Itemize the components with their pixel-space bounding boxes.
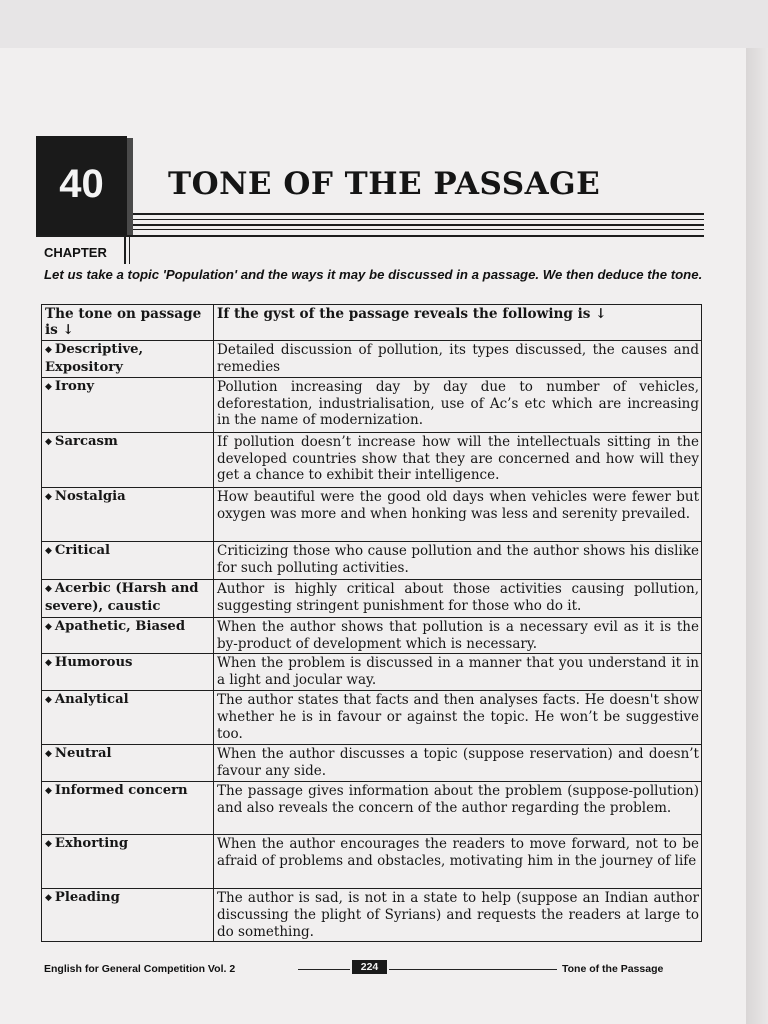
table-row	[42, 580, 702, 618]
tone-label: Exhorting	[54, 836, 129, 852]
title-rule-2	[133, 219, 704, 220]
tone-cell	[42, 580, 214, 618]
diamond-bullet-icon: ◆	[45, 749, 52, 760]
table-row	[42, 488, 702, 542]
table-header-row	[42, 305, 702, 341]
tone-label: Acerbic (Harsh and severe), caustic	[45, 581, 199, 614]
tone-label: Apathetic, Biased	[54, 619, 186, 635]
title-rule-3	[133, 224, 704, 226]
description-cell: Detailed discussion of pollution, its types discussed, the causes and remedies	[214, 341, 702, 378]
diamond-bullet-icon: ◆	[45, 695, 52, 706]
tone-cell	[42, 378, 214, 433]
tone-label: Humorous	[54, 655, 133, 671]
tone-cell	[42, 488, 214, 542]
tone-cell	[42, 835, 214, 889]
chapter-title: TONE OF THE PASSAGE	[168, 166, 601, 202]
header-gist: If the gyst of the passage reveals the following is ↓	[214, 305, 702, 341]
diamond-bullet-icon: ◆	[45, 437, 52, 448]
table-row	[42, 654, 702, 691]
table-row	[42, 542, 702, 580]
diamond-bullet-icon: ◆	[45, 839, 52, 850]
tone-label: Nostalgia	[54, 489, 126, 505]
table-row	[42, 745, 702, 782]
diamond-bullet-icon: ◆	[45, 546, 52, 557]
tone-label: Critical	[54, 543, 111, 559]
page-edge	[746, 48, 768, 1024]
chapter-label-divider	[124, 236, 126, 264]
diamond-bullet-icon: ◆	[45, 345, 52, 355]
chapter-box-shadow	[127, 138, 133, 235]
description-cell: Author is highly critical about those activities causing pollution, suggesting stringent punishment for those who do it.	[214, 580, 702, 618]
description-cell: When the problem is discussed in a manner that you understand it in a light and jocular way.	[214, 654, 702, 691]
tone-cell	[42, 542, 214, 580]
tone-cell	[42, 341, 214, 378]
tone-label: Irony	[54, 379, 95, 395]
tone-cell	[42, 782, 214, 835]
tone-table	[41, 304, 702, 942]
tone-cell	[42, 618, 214, 654]
tone-label: Pleading	[54, 890, 120, 906]
chapter-rule	[36, 235, 704, 237]
table-row	[42, 691, 702, 745]
diamond-bullet-icon: ◆	[45, 893, 52, 904]
footer-book-title: English for General Competition Vol. 2	[44, 963, 236, 975]
description-cell: When the author shows that pollution is a necessary evil as it is the by-product of development which is necessary.	[214, 618, 702, 654]
description-cell: When the author discusses a topic (suppose reservation) and doesn’t favour any side.	[214, 745, 702, 782]
page-number: 224	[352, 960, 387, 974]
diamond-bullet-icon: ◆	[45, 622, 52, 633]
tone-label: Neutral	[54, 746, 112, 762]
tone-cell	[42, 745, 214, 782]
chapter-number-box: 40	[36, 136, 127, 235]
footer-line-right	[389, 969, 557, 970]
header-tone: The tone on passage is ↓	[42, 305, 214, 341]
table-row	[42, 889, 702, 942]
title-rule-1	[133, 213, 704, 215]
diamond-bullet-icon: ◆	[45, 658, 52, 669]
table-body	[42, 341, 702, 942]
description-cell: If pollution doesn’t increase how will the intellectuals sitting in the developed countries show that they are concerned and how will they get a chance to exhibit their intelligence.	[214, 433, 702, 488]
chapter-label: CHAPTER	[44, 245, 107, 260]
diamond-bullet-icon: ◆	[45, 786, 52, 797]
tone-cell	[42, 889, 214, 942]
tone-label: Analytical	[54, 692, 129, 708]
description-cell: The author is sad, is not in a state to help (suppose an Indian author discussing the plight of Syrians) and requests the readers at large to do something.	[214, 889, 702, 942]
table-row	[42, 782, 702, 835]
tone-label: Sarcasm	[54, 434, 118, 450]
diamond-bullet-icon: ◆	[45, 382, 52, 393]
description-cell: How beautiful were the good old days when vehicles were fewer but oxygen was more and when honking was less and serenity prevailed.	[214, 488, 702, 542]
tone-cell	[42, 654, 214, 691]
description-cell: Criticizing those who cause pollution and the author shows his dislike for such polluting activities.	[214, 542, 702, 580]
description-cell: Pollution increasing day by day due to number of vehicles, deforestation, industrialisation, use of Ac’s etc which are increasing in the name of modernization.	[214, 378, 702, 433]
tone-label: Informed concern	[54, 783, 188, 799]
title-rule-4	[133, 229, 704, 230]
table-row	[42, 433, 702, 488]
tone-label: Descriptive, Expository	[45, 342, 144, 375]
chapter-label-divider-2	[129, 236, 130, 264]
table-row	[42, 835, 702, 889]
diamond-bullet-icon: ◆	[45, 492, 52, 503]
description-cell: When the author encourages the readers to move forward, not to be afraid of problems and obstacles, motivating him in the journey of life	[214, 835, 702, 889]
footer-chapter-title: Tone of the Passage	[562, 963, 664, 975]
tone-cell	[42, 691, 214, 745]
diamond-bullet-icon: ◆	[45, 584, 52, 595]
description-cell: The author states that facts and then analyses facts. He doesn't show whether he is in favour or against the topic. He won’t be suggestive too.	[214, 691, 702, 745]
tone-cell	[42, 433, 214, 488]
table-row	[42, 378, 702, 433]
table-row	[42, 618, 702, 654]
table-row	[42, 341, 702, 378]
description-cell: The passage gives information about the problem (suppose-pollution) and also reveals the concern of the author regarding the problem.	[214, 782, 702, 835]
footer-line-left	[298, 969, 350, 970]
intro-text: Let us take a topic 'Population' and the ways it may be discussed in a passage. We then deduce the tone.	[44, 267, 703, 282]
